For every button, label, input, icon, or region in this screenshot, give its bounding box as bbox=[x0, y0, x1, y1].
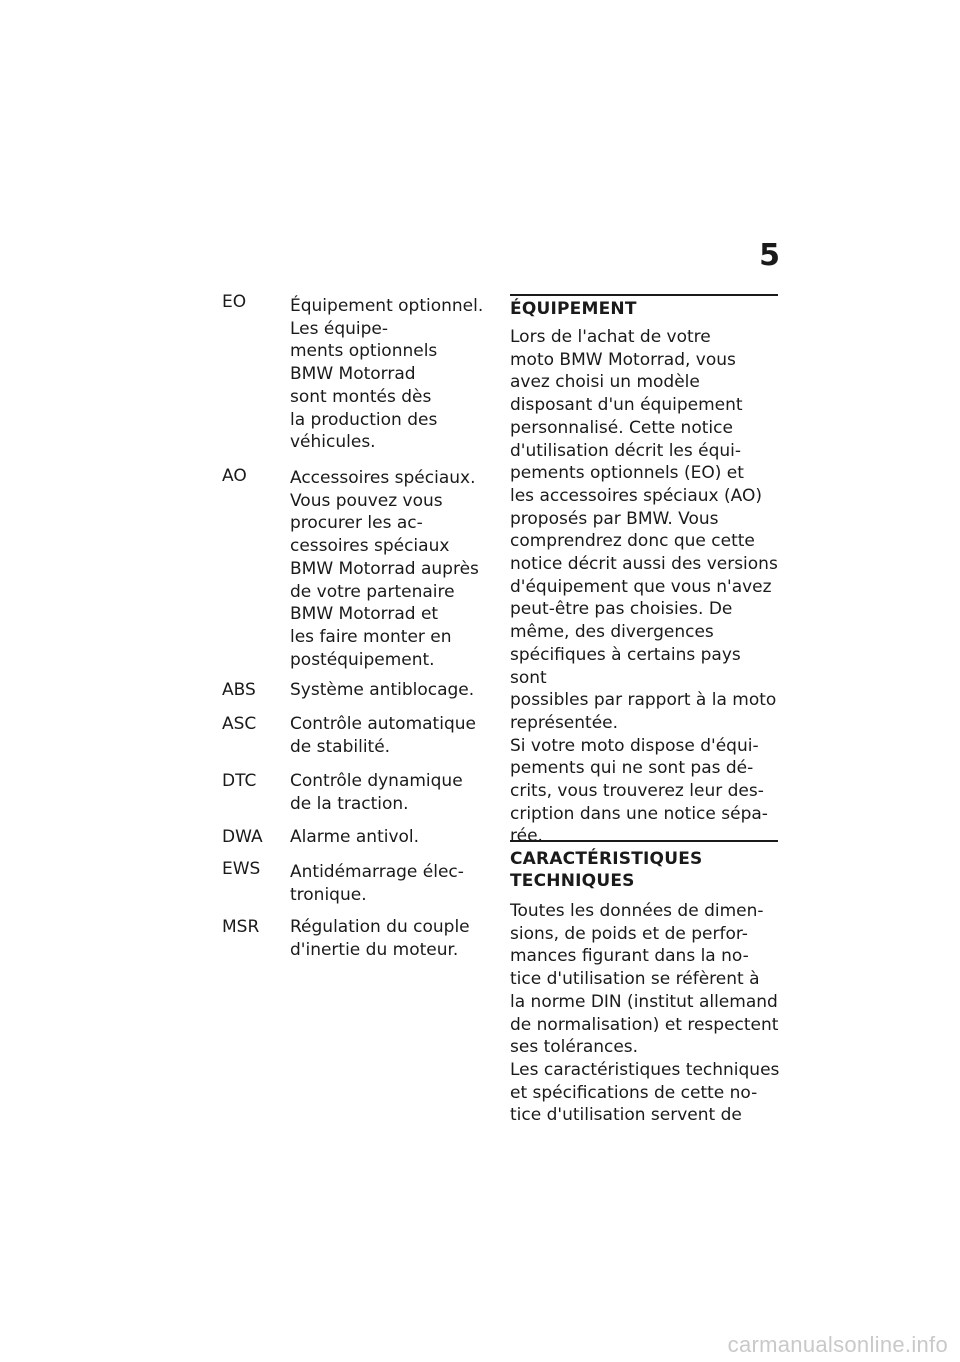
abbreviation-term: EO bbox=[222, 292, 247, 312]
abbreviation-description: Équipement optionnel. Les équipe- ments optionnels BMW Motorrad sont montés dès la production des véhicules. bbox=[290, 296, 484, 453]
section-divider bbox=[510, 840, 778, 842]
section-paragraph: Lors de l'achat de votre moto BMW Motorrad, vous avez choisi un modèle disposant d'un équipement personnalisé. Cette notice d'utilisation décrit les équi- pements optionnels (EO) et les accessoires spéciaux (AO) proposés par BMW. Vous comprendrez donc que cette notice décrit aussi des versions d'équipement que vous n'avez peut-être pas choisies. De même, des divergences spécifiques à certains pays sont possibles par rapport à la moto représentée. bbox=[510, 327, 778, 733]
abbreviation-description: Contrôle automatique de stabilité. bbox=[290, 714, 476, 757]
abbreviation-term: AO bbox=[222, 466, 247, 486]
abbreviation-term: DTC bbox=[222, 771, 257, 791]
abbreviation-description: Antidémarrage élec- tronique. bbox=[290, 862, 464, 905]
section-paragraph: Si votre moto dispose d'équi- pements qui ne sont pas dé- crits, vous trouverez leur des- cription dans une notice sépa- rée. bbox=[510, 735, 768, 847]
section-divider bbox=[510, 294, 778, 296]
abbreviation-description: Régulation du couple d'inertie du moteur. bbox=[290, 917, 470, 960]
abbreviation-description: Système antiblocage. bbox=[290, 680, 475, 700]
abbreviation-description: Alarme antivol. bbox=[290, 827, 420, 847]
abbreviation-term: ABS bbox=[222, 680, 256, 700]
section-caracteristiques bbox=[510, 840, 780, 1127]
abbreviation-description: Accessoires spéciaux. Vous pouvez vous procurer les ac- cessoires spéciaux BMW Motorrad auprès de votre partenaire BMW Motorrad et les faire monter en postéquipement. bbox=[290, 468, 479, 670]
abbreviation-term: ASC bbox=[222, 714, 257, 734]
section-heading: ÉQUIPEMENT bbox=[510, 299, 637, 319]
abbreviation-term: DWA bbox=[222, 827, 263, 847]
abbreviation-term: EWS bbox=[222, 859, 261, 879]
abbreviation-description: Contrôle dynamique de la traction. bbox=[290, 771, 463, 814]
section-equipement bbox=[510, 294, 780, 848]
section-paragraph: Les caractéristiques techniques et spécifications de cette no- tice d'utilisation servent de bbox=[510, 1059, 780, 1126]
abbreviation-term: MSR bbox=[222, 917, 260, 937]
section-paragraph: Toutes les données de dimen- sions, de poids et de perfor- mances figurant dans la no- tice d'utilisation se réfèrent à la norme DIN (institut allemand de normalisation) et respectent ses tolérances. bbox=[510, 901, 779, 1058]
watermark: carmanualsonline.info bbox=[727, 1332, 948, 1357]
page-number: 5 bbox=[759, 238, 780, 273]
section-heading: CARACTÉRISTIQUES TECHNIQUES bbox=[510, 849, 703, 891]
